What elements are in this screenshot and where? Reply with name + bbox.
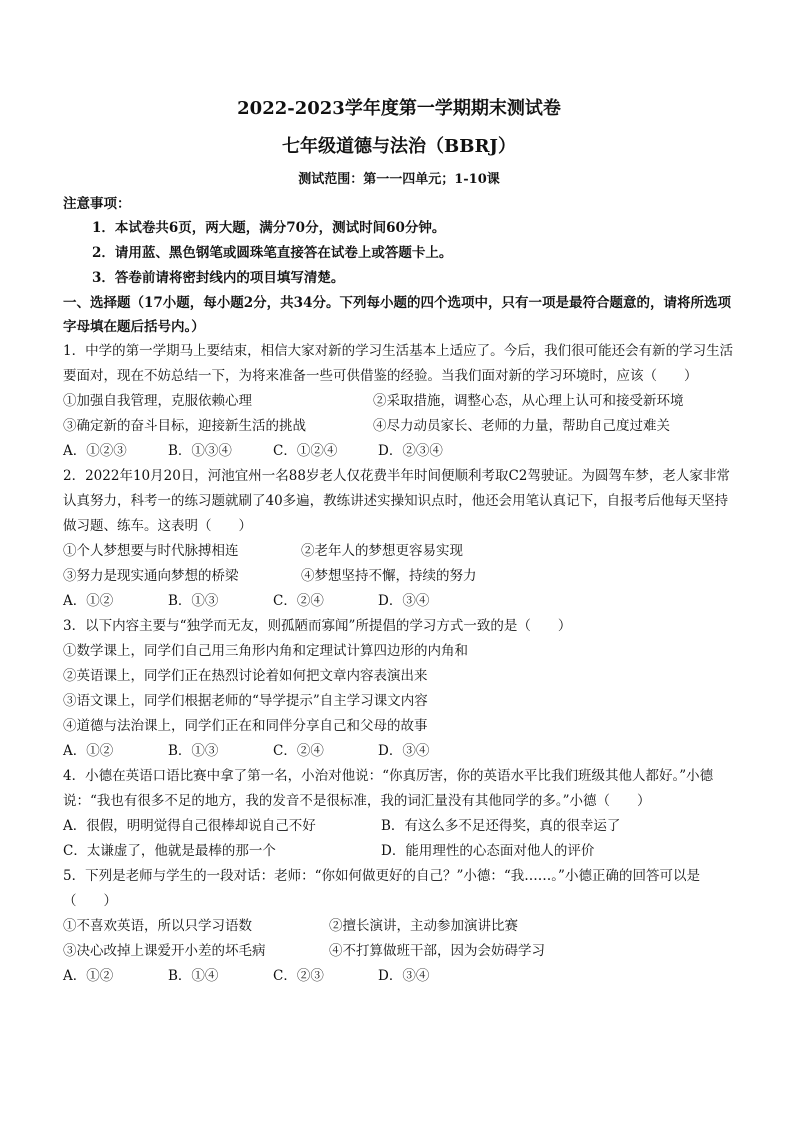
option: ④梦想坚持不懈，持续的努力: [301, 568, 477, 584]
answer-choices: [63, 814, 735, 839]
option-row: [63, 564, 735, 589]
option-row: [63, 914, 735, 939]
option: ②采取措施，调整心态，从心理上认可和接受新环境: [373, 393, 684, 409]
test-scope: 测试范围：第一一四单元；1-10课: [298, 172, 500, 187]
question-stem: 2．2022年10月20日，河池宜州一名88岁老人仅花费半年时间便顺利考取C2驾驶证。为圆驾车梦，老人家非常认真努力，科考一的练习题就刷了40多遍，教练讲述实操知识点时，他还会用笔认真记下，自报考后他每天坚持做习题、练车。这表明（ ）: [63, 468, 730, 534]
notice-item: 2．请用蓝、黑色钢笔或圆珠笔直接答在试卷上或答题卡上。: [92, 245, 453, 261]
option: ④不打算做班干部，因为会妨碍学习: [329, 943, 545, 959]
option: ②擅长演讲，主动参加演讲比赛: [329, 918, 518, 934]
answer-choice-b: B．有这么多不足还得奖，真的很幸运了: [381, 818, 621, 834]
answer-choice-c: C．②③: [273, 968, 324, 984]
answer-choices: [63, 839, 735, 864]
answer-choice-c: C．①②④: [273, 443, 338, 459]
question-stem: 4．小德在英语口语比赛中拿了第一名，小治对他说：“你真厉害，你的英语水平比我们班级其他人都好。”小德说：“我也有很多不足的地方，我的发音不是很标准，我的词汇量没有其他同学的多。”小德（ ）: [63, 768, 714, 809]
option: ④尽力动员家长、老师的力量，帮助自己度过难关: [373, 418, 670, 434]
notice-item: 1．本试卷共6页，两大题，满分70分，测试时间60分钟。: [92, 220, 446, 236]
section-heading: 一、选择题（17小题，每小题2分，共34分。下列每小题的四个选项中，只有一项是最符合题意的，请将所选项字母填在题后括号内。）: [63, 295, 731, 335]
question-stem: 3．以下内容主要与“独学而无友，则孤陋而寡闻”所提倡的学习方式一致的是（ ）: [63, 618, 572, 634]
answer-choice-d: D．③④: [378, 593, 430, 609]
option: ④道德与法治课上，同学们正在和同伴分享自己和父母的故事: [63, 718, 428, 734]
option: ③决心改掉上课爱开小差的坏毛病: [63, 943, 266, 959]
exam-title: 2022-2023学年度第一学期期末测试卷: [237, 98, 561, 119]
option-row: [63, 539, 735, 564]
answer-choices: [63, 739, 735, 764]
option: ①数学课上，同学们自己用三角形内角和定理试计算四边形的内角和: [63, 643, 468, 659]
option: ①个人梦想要与时代脉搏相连: [63, 543, 239, 559]
answer-choice-d: D．②③④: [378, 443, 443, 459]
answer-choice-b: B．①④: [168, 968, 219, 984]
answer-choice-c: C．②④: [273, 743, 324, 759]
answer-choice-d: D．③④: [378, 968, 430, 984]
answer-choice-b: B．①③: [168, 743, 219, 759]
answer-choices: [63, 589, 735, 614]
question-stem: 1．中学的第一学期马上要结束，相信大家对新的学习生活基本上适应了。今后，我们很可能还会有新的学习生活要面对，现在不妨总结一下，为将来准备一些可供借鉴的经验。当我们面对新的学习环境时，应该（ ）: [63, 343, 734, 384]
answer-choice-b: B．①③④: [168, 443, 232, 459]
exam-page: [63, 94, 735, 989]
answer-choices: [63, 964, 735, 989]
option-row: [63, 389, 735, 414]
answer-choice-a: A．①②: [63, 968, 114, 984]
question-stem: 5．下列是老师与学生的一段对话：老师：“你如何做更好的自己？”小德：“我……。”小德正确的回答可以是（ ）: [63, 868, 700, 909]
option: ③确定新的奋斗目标，迎接新生活的挑战: [63, 418, 306, 434]
answer-choice-a: A．①②: [63, 593, 114, 609]
option: ②英语课上，同学们正在热烈讨论着如何把文章内容表演出来: [63, 668, 428, 684]
answer-choice-a: A．①②③: [63, 443, 127, 459]
option: ①加强自我管理，克服依赖心理: [63, 393, 252, 409]
option: ③努力是现实通向梦想的桥梁: [63, 568, 239, 584]
answer-choice-c: C．太谦虚了，他就是最棒的那一个: [63, 843, 276, 859]
answer-choices: [63, 439, 735, 464]
option: ①不喜欢英语，所以只学习语数: [63, 918, 252, 934]
answer-choice-c: C．②④: [273, 593, 324, 609]
option: ②老年人的梦想更容易实现: [301, 543, 463, 559]
notice-heading: 注意事项：: [63, 196, 131, 212]
exam-subtitle: 七年级道德与法治（BBRJ）: [282, 136, 516, 157]
answer-choice-b: B．①③: [168, 593, 219, 609]
answer-choice-a: A．很假，明明觉得自己很棒却说自己不好: [63, 818, 316, 834]
notice-item: 3．答卷前请将密封线内的项目填写清楚。: [92, 270, 345, 286]
option: ③语文课上，同学们根据老师的“导学提示”自主学习课文内容: [63, 693, 428, 709]
answer-choice-d: D．能用理性的心态面对他人的评价: [381, 843, 595, 859]
option-row: [63, 939, 735, 964]
answer-choice-d: D．③④: [378, 743, 430, 759]
option-row: [63, 414, 735, 439]
answer-choice-a: A．①②: [63, 743, 114, 759]
